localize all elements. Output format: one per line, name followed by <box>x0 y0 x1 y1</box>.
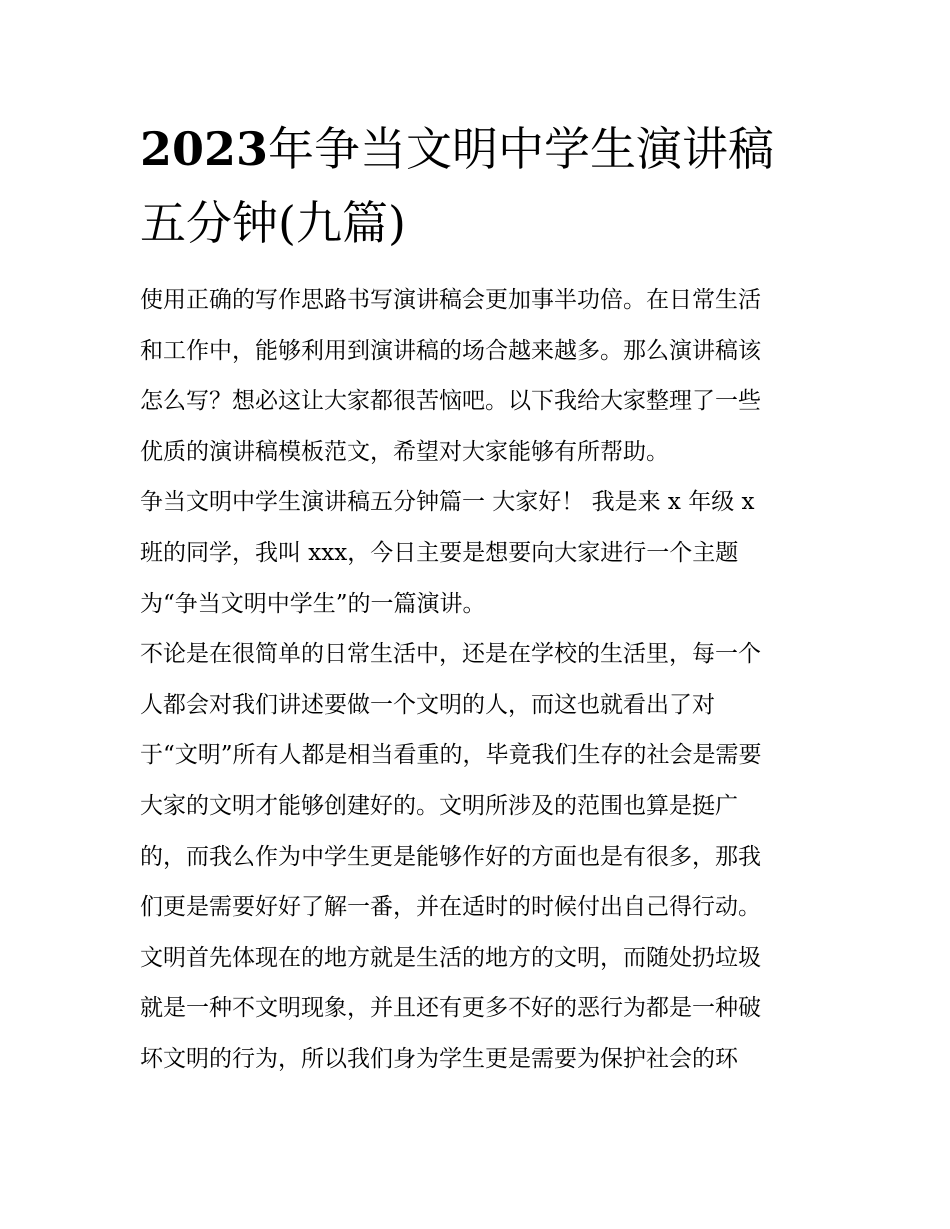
body-line: 人都会对我们讲述要做一个文明的人，而这也就看出了对 <box>140 691 715 718</box>
document-title <box>140 112 830 260</box>
body-line: 使用正确的写作思路书写演讲稿会更加事半功倍。在日常生活 <box>140 287 761 313</box>
body-line: 和工作中，能够利用到演讲稿的场合越来越多。那么演讲稿该 <box>140 337 761 364</box>
body-line: 怎么写？想必这让大家都很苦恼吧。以下我给大家整理了一些 <box>140 388 761 415</box>
body-line: 就是一种不文明现象，并且还有更多不好的恶行为都是一种破 <box>140 995 761 1022</box>
title-line-2: 五分钟(九篇) <box>140 196 406 250</box>
title-year: 2023 <box>140 122 269 176</box>
body-line: 不论是在很简单的日常生活中，还是在学校的生活里，每一个 <box>140 641 761 668</box>
body-line: 于“文明”所有人都是相当看重的，毕竟我们生存的社会是需要 <box>140 742 762 769</box>
body-line: 的，而我么作为中学生更是能够作好的方面也是有很多，那我 <box>140 843 761 870</box>
document-body <box>140 275 830 1085</box>
body-line: 大家的文明才能够创建好的。文明所涉及的范围也算是挺广 <box>140 792 738 819</box>
body-line: 争当文明中学生演讲稿五分钟篇一 大家好！ 我是来 x 年级 x <box>140 489 755 516</box>
body-line: 坏文明的行为，所以我们身为学生更是需要为保护社会的环 <box>140 1045 738 1072</box>
title-line-1-text: 年争当文明中学生演讲稿 <box>268 122 775 176</box>
body-line: 班的同学，我叫 xxx，今日主要是想要向大家进行一个主题 <box>140 539 739 566</box>
body-line: 文明首先体现在的地方就是生活的地方的文明，而随处扔垃圾 <box>140 944 761 971</box>
body-line: 优质的演讲稿模板范文，希望对大家能够有所帮助。 <box>140 438 669 465</box>
title-line-1 <box>140 112 830 186</box>
body-line: 为“争当文明中学生”的一篇演讲。 <box>140 590 486 617</box>
body-line: 们更是需要好好了解一番，并在适时的时候付出自己得行动。 <box>140 894 761 921</box>
